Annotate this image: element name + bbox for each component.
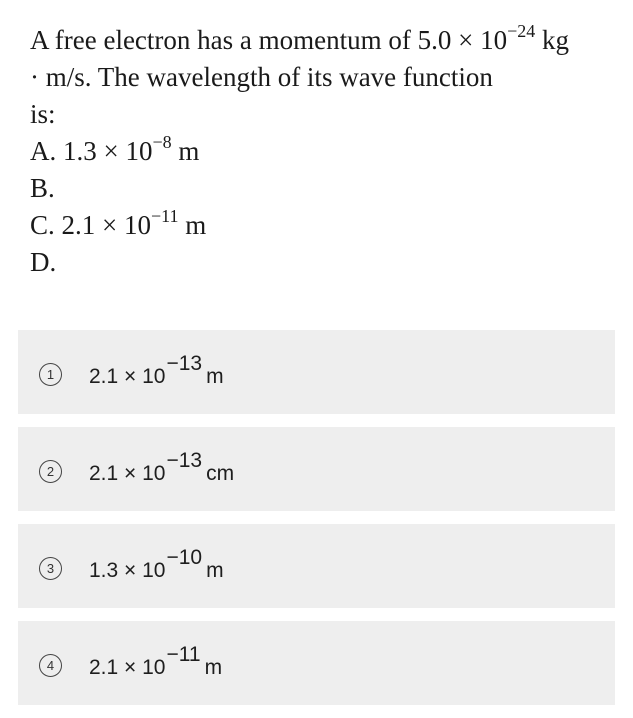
question-option-unit: m [171, 136, 200, 166]
question-option-a [30, 133, 615, 170]
answer-choice-2[interactable] [18, 427, 615, 511]
question-option-c [30, 207, 615, 244]
choice-number-badge: 4 [39, 654, 62, 677]
choice-unit: m [206, 365, 224, 388]
choice-value [89, 546, 224, 584]
question-line-2: · m/s. The wavelength of its wave function [30, 62, 493, 92]
answer-choices [18, 330, 615, 718]
question-option-b [30, 170, 615, 207]
choice-number-badge: 1 [39, 363, 62, 386]
choice-value [89, 352, 224, 390]
question-line-1-exponent: −24 [507, 21, 536, 41]
choice-unit: m [204, 656, 223, 679]
choice-value [89, 449, 235, 487]
choice-number-badge: 2 [39, 460, 62, 483]
answer-choice-1[interactable] [18, 330, 615, 414]
question-line-1-unit: kg [535, 25, 569, 55]
choice-exponent: −13 [166, 352, 203, 375]
choice-unit: cm [206, 462, 235, 485]
choice-base: 2.1 × 10 [89, 656, 166, 679]
choice-base: 2.1 × 10 [89, 365, 166, 388]
question-text [30, 22, 615, 281]
choice-value [89, 643, 223, 681]
choice-exponent: −10 [166, 546, 203, 569]
answer-choice-3[interactable] [18, 524, 615, 608]
question-option-label: C. 2.1 × 10 [30, 210, 151, 240]
answer-choice-4[interactable] [18, 621, 615, 705]
question-line-1-text: A free electron has a momentum of 5.0 × 10 [30, 25, 508, 55]
question-line-3: is: [30, 99, 56, 129]
question-line-1 [30, 22, 615, 59]
question-option-exponent: −11 [151, 206, 179, 226]
question-option-label: D. [30, 247, 57, 277]
choice-number-badge: 3 [39, 557, 62, 580]
question-option-unit: m [178, 210, 207, 240]
choice-exponent: −13 [166, 449, 203, 472]
question-option-label: A. 1.3 × 10 [30, 136, 153, 166]
question-option-d [30, 244, 615, 281]
question-option-exponent: −8 [152, 132, 172, 152]
choice-unit: m [206, 559, 224, 582]
choice-exponent: −11 [166, 643, 201, 666]
choice-base: 2.1 × 10 [89, 462, 166, 485]
question-option-label: B. [30, 173, 55, 203]
choice-base: 1.3 × 10 [89, 559, 166, 582]
